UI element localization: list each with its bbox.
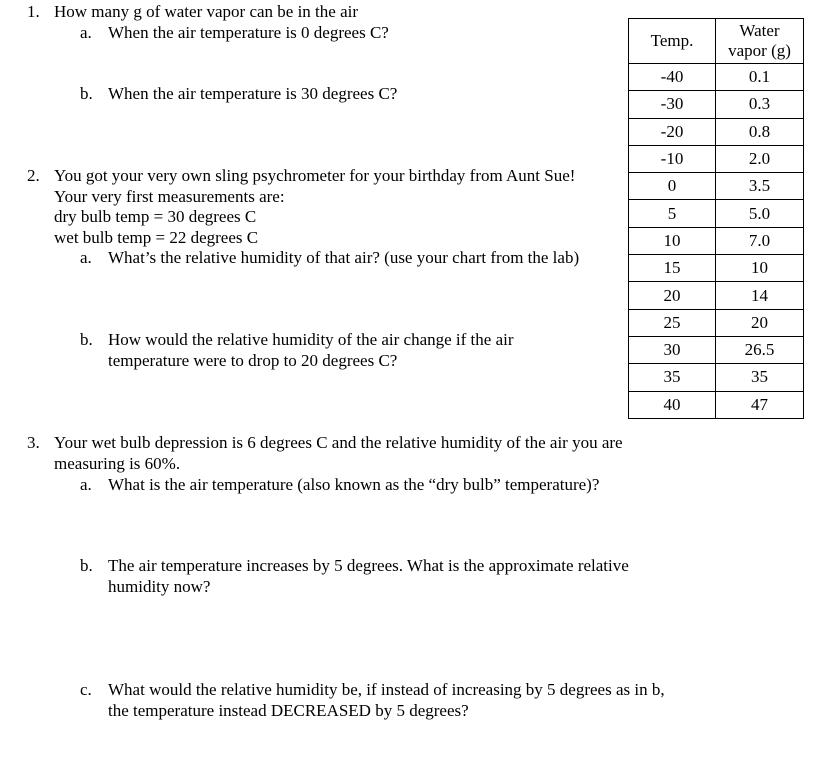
vapor-cell: 7.0 — [716, 227, 804, 254]
table-row — [629, 173, 804, 200]
question-number: 1. — [27, 2, 40, 21]
vapor-cell: 35 — [716, 364, 804, 391]
temp-cell: 30 — [629, 336, 716, 363]
subquestion-label: b. — [80, 330, 93, 349]
vapor-cell: 0.1 — [716, 64, 804, 91]
subquestion-label: a. — [80, 23, 92, 42]
temp-cell: 35 — [629, 364, 716, 391]
question-number: 3. — [27, 433, 40, 452]
question-text: You got your very own sling psychrometer for your birthday from Aunt Sue! — [54, 166, 576, 185]
temp-cell: 40 — [629, 391, 716, 418]
table-row — [629, 118, 804, 145]
table-row — [629, 145, 804, 172]
vapor-cell: 0.8 — [716, 118, 804, 145]
temp-cell: 10 — [629, 227, 716, 254]
vapor-cell: 5.0 — [716, 200, 804, 227]
header-water-vapor — [716, 19, 804, 64]
temp-cell: 0 — [629, 173, 716, 200]
vapor-cell: 47 — [716, 391, 804, 418]
subquestion-label: c. — [80, 680, 92, 699]
header-water-vapor-line1: Water — [739, 21, 780, 40]
subquestion-text: How would the relative humidity of the air change if the air — [108, 330, 514, 349]
table-row — [629, 91, 804, 118]
table-row — [629, 200, 804, 227]
temp-cell: -40 — [629, 64, 716, 91]
header-water-vapor-line2: vapor (g) — [728, 41, 791, 60]
table-row — [629, 364, 804, 391]
vapor-cell: 2.0 — [716, 145, 804, 172]
subquestion-text: What’s the relative humidity of that air? (use your chart from the lab) — [108, 248, 580, 267]
subquestion-text: The air temperature increases by 5 degrees. What is the approximate relative — [108, 556, 629, 575]
table-row — [629, 282, 804, 309]
subquestion-text: humidity now? — [108, 577, 211, 596]
vapor-cell: 14 — [716, 282, 804, 309]
subquestion-label: b. — [80, 556, 93, 575]
table-row — [629, 64, 804, 91]
temp-cell: 25 — [629, 309, 716, 336]
vapor-cell: 3.5 — [716, 173, 804, 200]
table-row — [629, 391, 804, 418]
water-vapor-table — [628, 18, 804, 419]
subquestion-label: a. — [80, 248, 92, 267]
vapor-cell: 0.3 — [716, 91, 804, 118]
temp-cell: -20 — [629, 118, 716, 145]
temp-cell: 5 — [629, 200, 716, 227]
subquestion-text: When the air temperature is 0 degrees C? — [108, 23, 389, 42]
question-number: 2. — [27, 166, 40, 185]
vapor-cell: 26.5 — [716, 336, 804, 363]
question-text: wet bulb temp = 22 degrees C — [54, 228, 259, 247]
question-text: Your wet bulb depression is 6 degrees C and the relative humidity of the air you are — [54, 433, 623, 452]
subquestion-text: What would the relative humidity be, if instead of increasing by 5 degrees as in b, — [108, 680, 665, 699]
subquestion-label: b. — [80, 84, 93, 103]
vapor-cell: 20 — [716, 309, 804, 336]
temp-cell: 15 — [629, 255, 716, 282]
question-text: Your very first measurements are: — [54, 187, 285, 206]
subquestion-label: a. — [80, 475, 92, 494]
table-row — [629, 309, 804, 336]
question-text: How many g of water vapor can be in the air — [54, 2, 358, 21]
table-row — [629, 336, 804, 363]
question-text: measuring is 60%. — [54, 454, 181, 473]
subquestion-text: temperature were to drop to 20 degrees C? — [108, 351, 398, 370]
vapor-cell: 10 — [716, 255, 804, 282]
table-row — [629, 255, 804, 282]
temp-cell: -30 — [629, 91, 716, 118]
table-header-row — [629, 19, 804, 64]
question-text: dry bulb temp = 30 degrees C — [54, 207, 257, 226]
header-temp: Temp. — [629, 19, 716, 64]
subquestion-text: What is the air temperature (also known as the “dry bulb” temperature)? — [108, 475, 600, 494]
subquestion-text: the temperature instead DECREASED by 5 degrees? — [108, 701, 469, 720]
temp-cell: -10 — [629, 145, 716, 172]
table-row — [629, 227, 804, 254]
temp-cell: 20 — [629, 282, 716, 309]
subquestion-text: When the air temperature is 30 degrees C? — [108, 84, 398, 103]
